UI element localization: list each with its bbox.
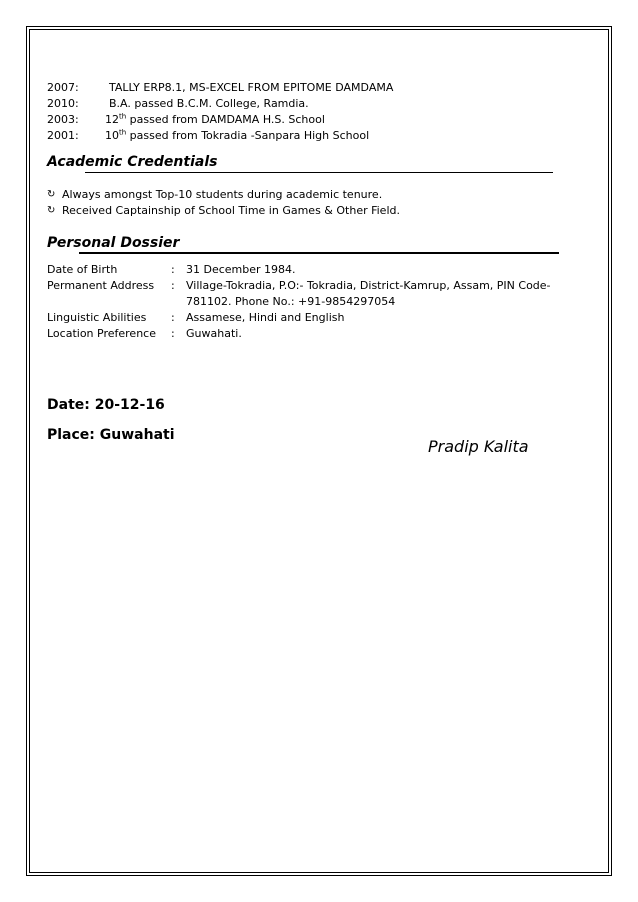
detail-label: Permanent Address — [47, 279, 155, 292]
academic-credentials-heading: Academic Credentials — [47, 154, 218, 170]
detail-value: Guwahati. — [186, 327, 242, 340]
personal-dossier-heading: Personal Dossier — [47, 235, 180, 251]
resume-content — [47, 80, 567, 443]
academic-list — [47, 187, 567, 219]
detail-value: Assamese, Hindi and English — [186, 311, 345, 324]
detail-label: Location Preference — [47, 327, 156, 340]
detail-value: 31 December 1984. — [186, 263, 296, 276]
detail-label: Date of Birth — [47, 263, 118, 276]
detail-row — [47, 262, 567, 278]
education-row — [47, 80, 567, 96]
education-row — [47, 128, 567, 144]
detail-colon: : — [171, 327, 175, 340]
detail-colon: : — [171, 263, 175, 276]
education-year: 2003: — [47, 113, 79, 126]
education-year: 2001: — [47, 129, 79, 142]
education-list — [47, 80, 567, 144]
education-row — [47, 96, 567, 112]
education-rest: passed from Tokradia -Sanpara High School — [126, 129, 370, 142]
list-item-text: Always amongst Top-10 students during academic tenure. — [62, 188, 383, 201]
education-text — [105, 80, 393, 96]
detail-row — [47, 278, 567, 310]
detail-row — [47, 310, 567, 326]
list-item — [47, 203, 567, 219]
place-line: Place: Guwahati — [47, 427, 175, 443]
education-desc: 12 — [105, 113, 119, 126]
education-row — [47, 112, 567, 128]
detail-label: Linguistic Abilities — [47, 311, 147, 324]
education-year: 2010: — [47, 97, 79, 110]
detail-value: Village-Tokradia, P.O:- Tokradia, District-Kamrup, Assam, PIN Code-781102. Phone No.: +91-9854297054 — [186, 279, 551, 308]
bullet-icon: ↻ — [47, 189, 56, 200]
education-text — [105, 128, 369, 144]
education-year: 2007: — [47, 81, 79, 94]
bullet-icon: ↻ — [47, 205, 56, 216]
education-desc: B.A. passed B.C.M. College, Ramdia. — [109, 97, 309, 110]
section-divider — [79, 252, 559, 254]
detail-colon: : — [171, 279, 175, 292]
education-rest: passed from DAMDAMA H.S. School — [126, 113, 325, 126]
detail-colon: : — [171, 311, 175, 324]
education-text — [105, 96, 309, 112]
list-item-text: Received Captainship of School Time in Games & Other Field. — [62, 204, 400, 217]
personal-details — [47, 262, 567, 342]
signature-name: Pradip Kalita — [428, 437, 529, 456]
list-item — [47, 187, 567, 203]
education-text — [105, 112, 325, 128]
education-desc: TALLY ERP8.1, MS-EXCEL FROM EPITOME DAMDAMA — [109, 81, 394, 94]
detail-row — [47, 326, 567, 342]
date-line: Date: 20-12-16 — [47, 397, 165, 413]
section-divider — [85, 172, 553, 173]
education-desc: 10 — [105, 129, 119, 142]
education-sup: th — [119, 112, 127, 121]
education-sup: th — [119, 128, 127, 137]
